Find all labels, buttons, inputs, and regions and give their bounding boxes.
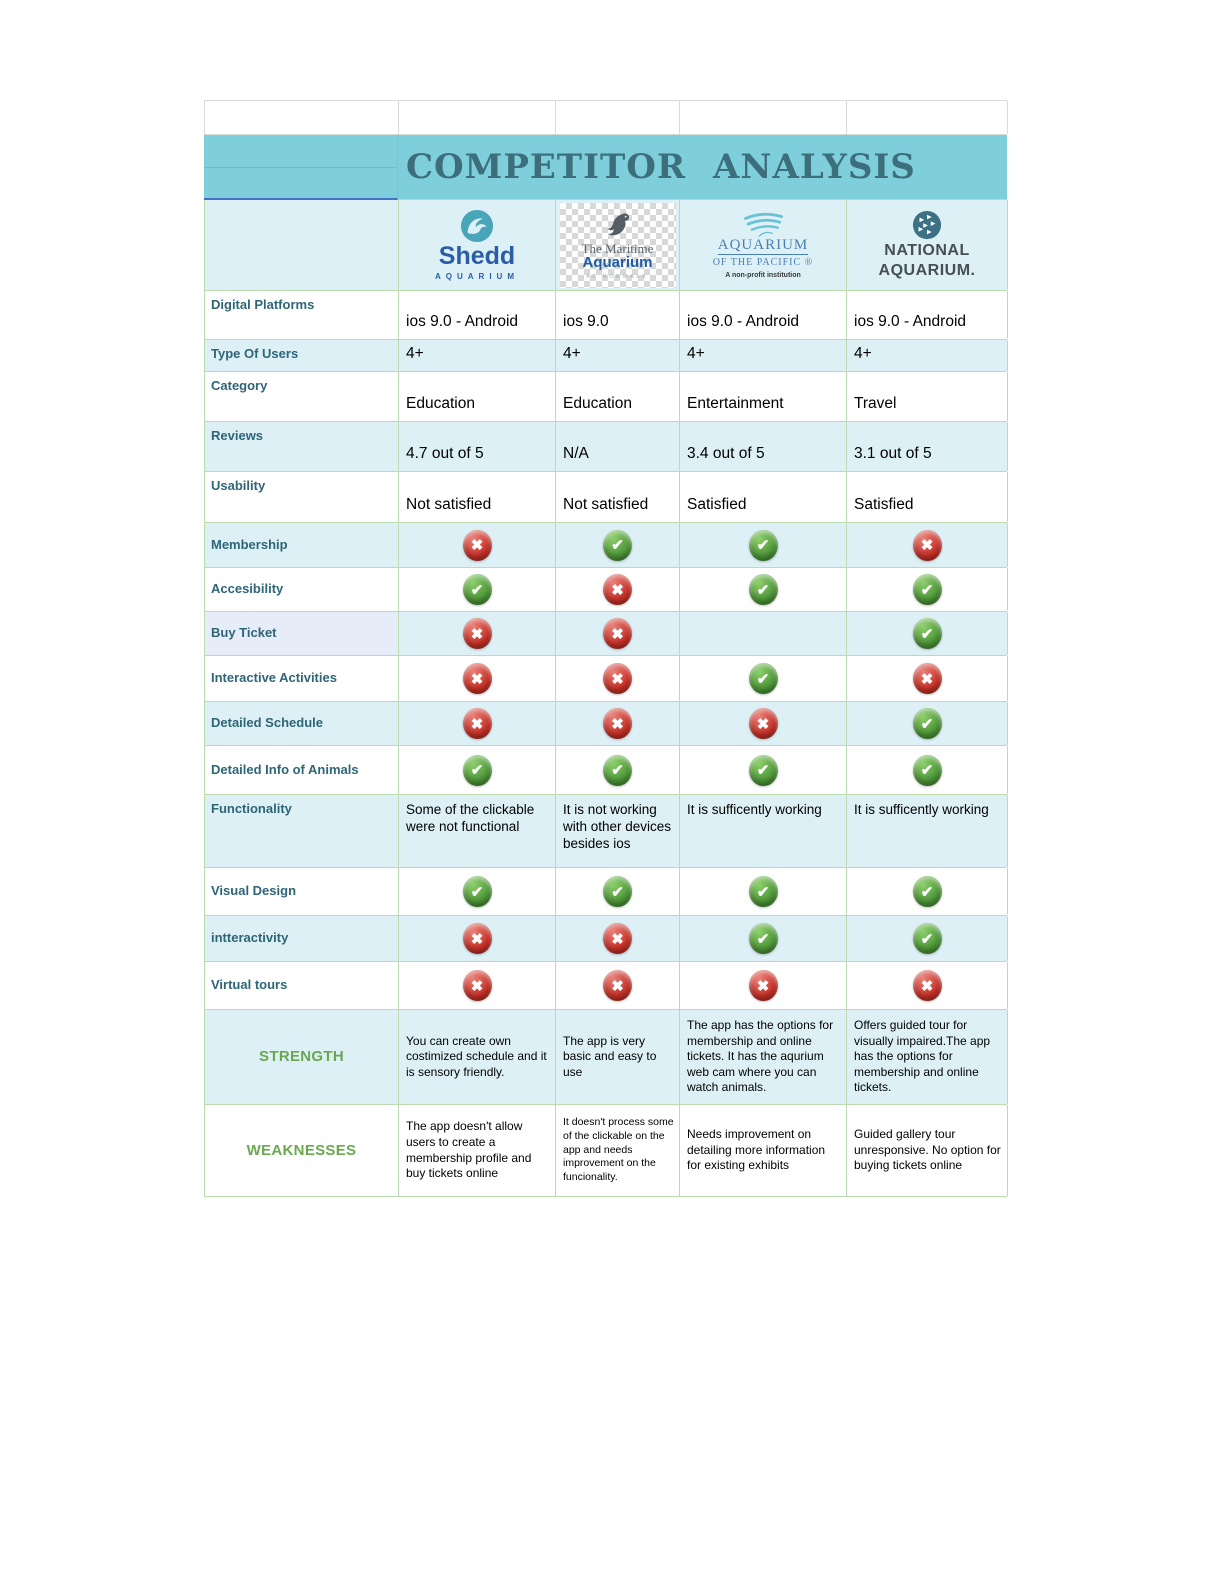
shedd-logo-subtitle: AQUARIUM — [435, 272, 519, 281]
cell-intteractivity-col2[interactable] — [680, 916, 847, 961]
maritime-logo-line2: Aquarium — [582, 254, 653, 272]
cell-visual-design-col3[interactable] — [847, 868, 1008, 915]
row-label-cell-category[interactable] — [205, 372, 399, 421]
cell-virtual-tours-col2[interactable] — [680, 962, 847, 1009]
row-label-cell-functionality[interactable] — [205, 795, 399, 867]
cell-weaknesses-col0[interactable] — [399, 1105, 556, 1196]
cell-detailed-schedule-col3[interactable] — [847, 702, 1008, 745]
table-row-type-of-users — [205, 340, 1007, 372]
table-row-accesibility — [205, 568, 1007, 612]
check-icon — [913, 574, 942, 605]
table-row-interactive-activities — [205, 656, 1007, 702]
cell-text: Travel — [854, 395, 897, 413]
row-label: Type Of Users — [211, 346, 299, 361]
cell-text: ios 9.0 - Android — [854, 313, 967, 331]
cell-text: Needs improvement on detailing more information for existing exhibits — [687, 1127, 826, 1173]
cell-text: Not satisfied — [563, 496, 649, 514]
cell-text: 4+ — [687, 345, 705, 363]
cross-icon — [603, 618, 632, 649]
cell-intteractivity-col1[interactable] — [556, 916, 680, 961]
row-label: Reviews — [211, 428, 264, 443]
cell-interactive-activities-col3[interactable] — [847, 656, 1008, 701]
row-label-cell-usability[interactable] — [205, 472, 399, 522]
maritime-logo-line3: AT NORWALK — [586, 273, 649, 280]
table-row-digital-platforms — [205, 291, 1007, 340]
check-icon — [749, 663, 778, 694]
check-icon — [749, 876, 778, 907]
row-label-cell-weaknesses[interactable] — [205, 1105, 399, 1196]
table-row-reviews — [205, 422, 1007, 472]
cell-category-col3[interactable] — [847, 372, 1008, 421]
cell-strength-col2[interactable] — [680, 1010, 847, 1104]
table-header — [204, 135, 1007, 200]
logo-maritime-aquarium[interactable] — [556, 200, 680, 290]
cell-text: The app has the options for membership and online tickets. It has the aqurium web cam where you can watch animals. — [687, 1018, 834, 1095]
row-label-cell-type-of-users[interactable] — [205, 340, 399, 371]
cell-visual-design-col0[interactable] — [399, 868, 556, 915]
table-row-strength — [205, 1010, 1007, 1105]
cross-icon — [913, 970, 942, 1001]
logo-shedd-aquarium[interactable] — [399, 200, 556, 290]
cell-membership-col1[interactable] — [556, 523, 680, 567]
cell-reviews-col3[interactable] — [847, 422, 1008, 471]
cell-text: ios 9.0 — [563, 313, 609, 331]
cell-reviews-col2[interactable] — [680, 422, 847, 471]
pacific-waves-icon — [739, 212, 787, 238]
empty-cell[interactable] — [680, 101, 847, 134]
table-row-detailed-schedule — [205, 702, 1007, 746]
page-title: COMPETITOR ANALYSIS — [406, 147, 916, 187]
cell-text: You can create own costimized schedule and it is sensory friendly. — [406, 1033, 547, 1079]
pacific-logo-line2: OF THE PACIFIC ® — [712, 256, 814, 268]
cell-text: Offers guided tour for visually impaired.The app has the options for membership and online tickets. — [854, 1018, 991, 1095]
cell-detailed-schedule-col0[interactable] — [399, 702, 556, 745]
cross-icon — [603, 708, 632, 739]
row-label: Usability — [211, 478, 266, 493]
cell-reviews-col0[interactable] — [399, 422, 556, 471]
cell-detailed-info-of-animals-col1[interactable] — [556, 746, 680, 794]
logo-row — [204, 200, 1007, 291]
row-label-cell-detailed-info-of-animals[interactable] — [205, 746, 399, 794]
cell-type-of-users-col1[interactable] — [556, 340, 680, 371]
table-row-weaknesses — [205, 1105, 1007, 1197]
cell-text: Entertainment — [687, 395, 784, 413]
cross-icon — [463, 618, 492, 649]
national-logo-line2: AQUARIUM. — [878, 262, 976, 279]
empty-cell[interactable] — [205, 101, 399, 134]
cell-text: It is sufficently working — [687, 802, 822, 817]
pacific-logo-line3: A non-profit institution — [725, 271, 801, 279]
row-label-cell-membership[interactable] — [205, 523, 399, 567]
cell-reviews-col1[interactable] — [556, 422, 680, 471]
check-icon — [603, 530, 632, 561]
cell-accesibility-col2[interactable] — [680, 568, 847, 611]
check-icon — [749, 755, 778, 786]
cross-icon — [603, 663, 632, 694]
cell-digital-platforms-col2[interactable] — [680, 291, 847, 339]
cell-text: 4.7 out of 5 — [406, 445, 484, 463]
check-icon — [913, 618, 942, 649]
cell-category-col0[interactable] — [399, 372, 556, 421]
cell-accesibility-col1[interactable] — [556, 568, 680, 611]
row-label: Buy Ticket — [211, 625, 277, 641]
table-row-intteractivity — [205, 916, 1007, 962]
cell-text: Some of the clickable were not functional — [406, 802, 535, 834]
cell-text: It is not working with other devices besides ios — [563, 802, 672, 851]
logo-row-label-cell[interactable] — [205, 200, 399, 290]
cell-text: 4+ — [406, 345, 424, 363]
cross-icon — [603, 970, 632, 1001]
row-label: Membership — [211, 536, 288, 552]
cell-text: Guided gallery tour unresponsive. No option for buying tickets online — [854, 1127, 1001, 1173]
cross-icon — [463, 708, 492, 739]
logo-national-aquarium[interactable] — [847, 200, 1008, 290]
cell-text: Education — [406, 395, 475, 413]
cell-type-of-users-col3[interactable] — [847, 340, 1008, 371]
cell-usability-col2[interactable] — [680, 472, 847, 522]
cross-icon — [749, 970, 778, 1001]
row-label-cell-visual-design[interactable] — [205, 868, 399, 915]
empty-cell[interactable] — [847, 101, 1008, 134]
check-icon — [913, 708, 942, 739]
row-label: Detailed Info of Animals — [211, 761, 359, 777]
cell-interactive-activities-col1[interactable] — [556, 656, 680, 701]
row-label-cell-interactive-activities[interactable] — [205, 656, 399, 701]
cell-detailed-info-of-animals-col0[interactable] — [399, 746, 556, 794]
cell-functionality-col2[interactable] — [680, 795, 847, 867]
cell-membership-col3[interactable] — [847, 523, 1008, 567]
cell-functionality-col3[interactable] — [847, 795, 1008, 867]
empty-cell[interactable] — [399, 101, 556, 134]
cell-text: Not satisfied — [406, 496, 492, 514]
cell-text: 3.4 out of 5 — [687, 445, 765, 463]
cell-functionality-col0[interactable] — [399, 795, 556, 867]
check-icon — [463, 755, 492, 786]
row-label-cell-detailed-schedule[interactable] — [205, 702, 399, 745]
national-fish-globe-icon — [912, 210, 942, 240]
cell-strength-col0[interactable] — [399, 1010, 556, 1104]
cell-usability-col1[interactable] — [556, 472, 680, 522]
cell-intteractivity-col0[interactable] — [399, 916, 556, 961]
cell-text: 4+ — [854, 345, 872, 363]
cell-text: It is sufficently working — [854, 802, 989, 817]
cell-buy-ticket-col2[interactable] — [680, 612, 847, 655]
pacific-logo-line1: AQUARIUM — [717, 236, 809, 253]
row-label-cell-buy-ticket[interactable] — [205, 612, 399, 655]
row-label-cell-accesibility[interactable] — [205, 568, 399, 611]
check-icon — [913, 923, 942, 954]
national-logo-line1: NATIONAL — [884, 242, 970, 260]
empty-cell[interactable] — [556, 101, 680, 134]
table-row-membership — [205, 523, 1007, 568]
cell-strength-col1[interactable] — [556, 1010, 680, 1104]
cross-icon — [913, 530, 942, 561]
check-icon — [749, 574, 778, 605]
cell-weaknesses-col1[interactable] — [556, 1105, 680, 1196]
header-corner-divider — [204, 167, 397, 168]
table-row-category — [205, 372, 1007, 422]
shedd-logo-name: Shedd — [438, 242, 516, 270]
table-row-visual-design — [205, 868, 1007, 916]
cell-text: N/A — [563, 445, 589, 463]
cell-accesibility-col0[interactable] — [399, 568, 556, 611]
cell-text: Satisfied — [687, 496, 747, 514]
table-row-detailed-info-of-animals — [205, 746, 1007, 795]
maritime-seal-icon — [601, 210, 635, 242]
empty-grid-row — [204, 100, 1007, 135]
cell-membership-col2[interactable] — [680, 523, 847, 567]
cross-icon — [603, 923, 632, 954]
cell-text: The app is very basic and easy to use — [563, 1033, 657, 1079]
competitor-analysis-table — [204, 100, 1007, 1197]
cell-category-col1[interactable] — [556, 372, 680, 421]
check-icon — [913, 755, 942, 786]
cell-usability-col3[interactable] — [847, 472, 1008, 522]
check-icon — [749, 923, 778, 954]
header-corner-cell[interactable] — [204, 135, 398, 200]
cross-icon — [749, 708, 778, 739]
row-label: intteractivity — [211, 930, 289, 946]
cell-text: The app doesn't allow users to create a membership profile and buy tickets online — [406, 1119, 532, 1181]
cell-weaknesses-col2[interactable] — [680, 1105, 847, 1196]
table-row-buy-ticket — [205, 612, 1007, 656]
cross-icon — [463, 970, 492, 1001]
row-label: Digital Platforms — [211, 297, 315, 312]
cell-digital-platforms-col1[interactable] — [556, 291, 680, 339]
row-label-cell-strength[interactable] — [205, 1010, 399, 1104]
row-label: Detailed Schedule — [211, 715, 323, 731]
cross-icon — [463, 530, 492, 561]
row-label: STRENGTH — [259, 1048, 344, 1066]
cell-type-of-users-col0[interactable] — [399, 340, 556, 371]
row-label-cell-virtual-tours[interactable] — [205, 962, 399, 1009]
cell-detailed-info-of-animals-col3[interactable] — [847, 746, 1008, 794]
cell-weaknesses-col3[interactable] — [847, 1105, 1008, 1196]
shedd-wave-icon — [460, 209, 494, 243]
cell-visual-design-col1[interactable] — [556, 868, 680, 915]
cell-text: It doesn't process some of the clickable on the app and needs improvement on the funcionality. — [563, 1116, 674, 1183]
logo-aquarium-of-the-pacific[interactable] — [680, 200, 847, 290]
cell-text: Education — [563, 395, 632, 413]
cross-icon — [913, 663, 942, 694]
table-row-virtual-tours — [205, 962, 1007, 1010]
cell-text: 4+ — [563, 345, 581, 363]
cell-text: 3.1 out of 5 — [854, 445, 932, 463]
cell-detailed-schedule-col2[interactable] — [680, 702, 847, 745]
table-row-usability — [205, 472, 1007, 523]
row-label: Category — [211, 378, 268, 393]
cell-accesibility-col3[interactable] — [847, 568, 1008, 611]
cross-icon — [603, 574, 632, 605]
cell-interactive-activities-col2[interactable] — [680, 656, 847, 701]
cell-virtual-tours-col1[interactable] — [556, 962, 680, 1009]
check-icon — [603, 755, 632, 786]
check-icon — [463, 574, 492, 605]
row-label: Functionality — [211, 801, 292, 816]
row-label: Interactive Activities — [211, 670, 337, 686]
cell-visual-design-col2[interactable] — [680, 868, 847, 915]
table-row-functionality — [205, 795, 1007, 868]
row-label: WEAKNESSES — [246, 1141, 357, 1159]
cell-detailed-info-of-animals-col2[interactable] — [680, 746, 847, 794]
cell-buy-ticket-col0[interactable] — [399, 612, 556, 655]
cell-virtual-tours-col0[interactable] — [399, 962, 556, 1009]
cell-functionality-col1[interactable] — [556, 795, 680, 867]
cross-icon — [463, 923, 492, 954]
transparency-checkerboard — [560, 203, 676, 288]
row-label-cell-digital-platforms[interactable] — [205, 291, 399, 339]
cell-text: Satisfied — [854, 496, 914, 514]
check-icon — [913, 876, 942, 907]
cross-icon — [463, 663, 492, 694]
check-icon — [603, 876, 632, 907]
cell-buy-ticket-col1[interactable] — [556, 612, 680, 655]
cell-text: ios 9.0 - Android — [687, 313, 800, 331]
title-cell[interactable] — [398, 135, 1007, 200]
maritime-logo-line1: The Maritime — [581, 241, 654, 257]
cell-digital-platforms-col0[interactable] — [399, 291, 556, 339]
row-label-cell-intteractivity[interactable] — [205, 916, 399, 961]
table-body — [204, 291, 1007, 1197]
row-label: Virtual tours — [211, 977, 288, 993]
check-icon — [463, 876, 492, 907]
cell-buy-ticket-col3[interactable] — [847, 612, 1008, 655]
cell-text: ios 9.0 - Android — [406, 313, 519, 331]
cell-type-of-users-col2[interactable] — [680, 340, 847, 371]
cell-detailed-schedule-col1[interactable] — [556, 702, 680, 745]
cell-membership-col0[interactable] — [399, 523, 556, 567]
cell-strength-col3[interactable] — [847, 1010, 1008, 1104]
row-label: Accesibility — [211, 581, 284, 597]
cell-virtual-tours-col3[interactable] — [847, 962, 1008, 1009]
cell-interactive-activities-col0[interactable] — [399, 656, 556, 701]
row-label-cell-reviews[interactable] — [205, 422, 399, 471]
cell-intteractivity-col3[interactable] — [847, 916, 1008, 961]
check-icon — [749, 530, 778, 561]
cell-category-col2[interactable] — [680, 372, 847, 421]
cell-usability-col0[interactable] — [399, 472, 556, 522]
row-label: Visual Design — [211, 883, 297, 899]
cell-digital-platforms-col3[interactable] — [847, 291, 1008, 339]
